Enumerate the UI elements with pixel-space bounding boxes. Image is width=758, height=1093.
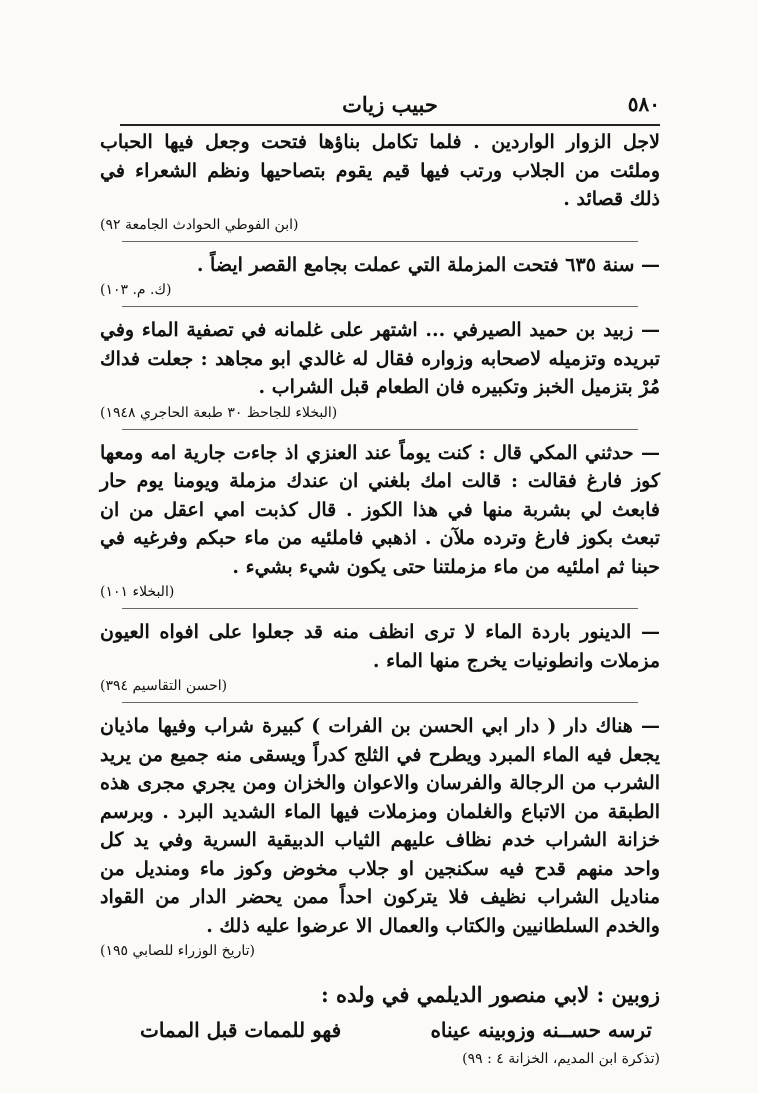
page-body [100, 128, 660, 1070]
entry-4 [100, 439, 660, 604]
entry-citation: (البخلاء للجاحظ ٣٠ طبعة الحاجري ١٩٤٨) [100, 404, 338, 421]
entry-citation: (البخلاء ١٠١) [100, 584, 175, 600]
entry-citation: (تاريخ الوزراء للصابي ١٩٥) [100, 943, 255, 959]
entry-citation: (احسن التقاسيم ٣٩٤) [100, 678, 228, 694]
entry-separator [122, 241, 637, 242]
verse-hemistich-first: ترسه حســنه وزوبينه عيناه [430, 1018, 652, 1042]
verse-hemistich-second: فهو للممات قبل الممات [140, 1018, 342, 1042]
entry-text: — الدينور باردة الماء لا ترى انظف منه قد جعلوا على افواه العيون مزملات وانطونيات يخرج منها الماء . [100, 621, 660, 672]
entry-text: لاجل الزوار الواردين . فلما تكامل بناؤها فتحت وجعل فيها الحباب وملئت من الجلاب ورتب فيها قيم يقوم بتصاحيها ونظم الشعراء في ذلك قصائد . [100, 131, 660, 210]
entry-separator [122, 306, 637, 307]
entry-5 [100, 618, 660, 697]
verse-title: زوبين : لابي منصور الديلمي في ولده : [320, 982, 660, 1007]
entry-text: — هناك دار ( دار ابي الحسن بن الفرات ) كبيرة شراب وفيها ماذيان يجعل فيه الماء المبرد ويطرح في الثلج كدراً ويسقى منه جميع من يريد الشرب من الرجالة والفرسان والاعوان والخزان ومن يجري مجرى هذه الطبقة من الاتباع والغلمان ومزملات فيها الماء الشديد البرد . وبرسم خزانة الشراب خدم نظاف عليهم الثياب الدبيقية السرية وفي يد كل واحد منهم قدح فيه سكنجين او جلاب مخوض وكوز ماء ومنديل من مناديل الشراب نظيف فلا يتركون احداً ممن يحضر الدار من القواد والخدم السلطانيين والكتاب والعمال الا عرضوا عليه ذلك . [100, 715, 660, 937]
entry-text: — زبيد بن حميد الصيرفي ... اشتهر على غلمانه في تصفية الماء وفي تبريده وتزميله لاصحابه وزواره فقال له غالدي ابو مجاهد : جعلت فداك مُرْ بتزميل الخبز وتكبيره فان الطعام قبل الشراب . [100, 319, 660, 398]
page-header [120, 88, 660, 122]
entry-3 [100, 316, 660, 424]
running-title: حبيب زيات [342, 92, 438, 117]
entry-text: — سنة ٦٣٥ فتحت المزملة التي عملت بجامع القصر ايضاً . [196, 253, 660, 276]
entry-citation: (ابن الفوطي الحوادث الجامعة ٩٢) [100, 216, 299, 233]
verse-line [100, 1012, 660, 1048]
verse-citation: (تذكرة ابن المديم، الخزانة ٤ : ٩٩) [462, 1051, 660, 1067]
entry-separator [122, 608, 637, 609]
header-rule [120, 124, 660, 126]
entry-separator [122, 429, 637, 430]
entry-separator [122, 702, 637, 703]
page-number: ٥٨٠ [627, 92, 660, 116]
entry-citation: (ك. م. ١٠٣) [100, 282, 172, 298]
entry-text: — حدثني المكي قال : كنت يوماً عند العنزي اذ جاءت جارية امه ومعها كوز فارغ فقالت : قالت امك بلغني ان عندك مزملة ويومنا يوم حار فابعث لي بشربة منها في هذا الكوز . قال كذبت امي اعقل من ان تبعث بكوز فارغ وترده ملآن . اذهبي فاملئيه من ماء حبكم وفرغيه في حبنا ثم املئيه من ماء مزملتنا حتى يكون شيء بشيء . [100, 441, 660, 578]
entry-6 [100, 712, 660, 962]
entry-2 [100, 251, 660, 302]
entry-1 [100, 128, 660, 236]
